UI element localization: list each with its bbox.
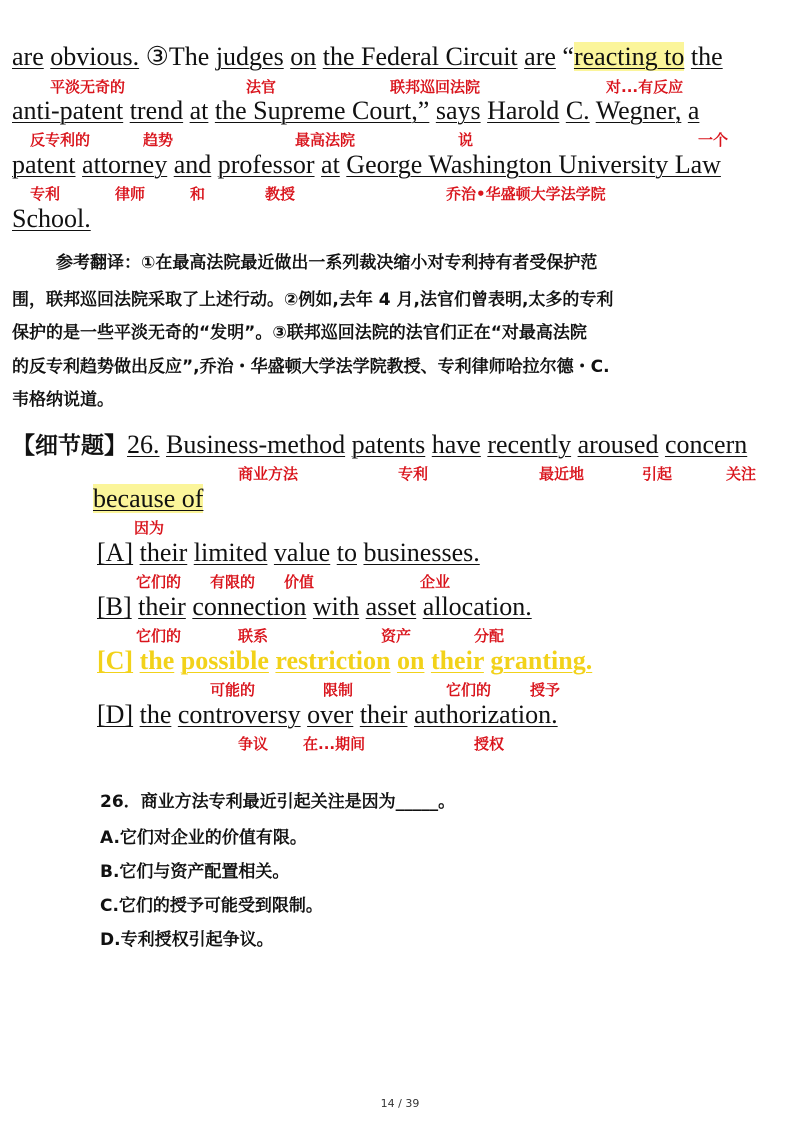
word: asset xyxy=(365,592,417,621)
gloss: 可能的 xyxy=(210,681,256,699)
gloss: 商业方法 xyxy=(238,465,299,483)
gloss: 限制 xyxy=(323,681,354,699)
translation-line: 参考翻译：①在最高法院最近做出一系列裁决缩小对专利持有者受保护范 xyxy=(56,253,598,273)
word: over xyxy=(307,700,354,729)
word: are xyxy=(524,42,556,71)
quote-mark: “ xyxy=(562,42,574,71)
word: attorney xyxy=(82,150,168,179)
cn-option-c: C.它们的授予可能受到限制。 xyxy=(100,896,323,916)
gloss: 因为 xyxy=(134,519,165,537)
word: value xyxy=(273,538,331,567)
gloss: 在...期间 xyxy=(303,735,366,753)
option-a[interactable] xyxy=(97,538,480,568)
cn-option-a: A.它们对企业的价值有限。 xyxy=(100,828,307,848)
passage-line-1 xyxy=(12,42,723,72)
word: their xyxy=(359,700,408,729)
translation-line: 围，联邦巡回法院采取了上述行动。②例如,去年 4 月,法官们曾表明,太多的专利 xyxy=(12,290,614,310)
gloss: 对...有反应 xyxy=(606,78,684,96)
word: with xyxy=(312,592,360,621)
word: a xyxy=(687,96,700,125)
word: the Federal Circuit xyxy=(322,42,518,71)
gloss: 平淡无奇的 xyxy=(50,78,126,96)
gloss: 有限的 xyxy=(210,573,256,591)
word: trend xyxy=(129,96,184,125)
cn-option-d: D.专利授权引起争议。 xyxy=(100,930,274,950)
word: on xyxy=(396,646,425,675)
option-label: [C] xyxy=(97,646,134,675)
translation-line: 的反专利趋势做出反应”,乔治・华盛顿大学法学院教授、专利律师哈拉尔德・C. xyxy=(12,357,610,377)
word: ③The xyxy=(145,42,210,71)
translation-line: 韦格纳说道。 xyxy=(12,390,114,410)
gloss: 它们的 xyxy=(446,681,492,699)
gloss: 一个 xyxy=(698,131,729,149)
word: the Supreme Court,” xyxy=(214,96,430,125)
word: their xyxy=(139,538,188,567)
word: the xyxy=(690,42,723,71)
word: businesses. xyxy=(363,538,480,567)
highlighted-phrase: because of xyxy=(93,484,204,513)
word: and xyxy=(173,150,212,179)
word: their xyxy=(138,592,186,621)
question-tag: 【细节题】 xyxy=(12,433,127,459)
gloss: 联系 xyxy=(238,627,269,645)
gloss: 律师 xyxy=(115,185,146,203)
gloss: 和 xyxy=(190,185,206,203)
word: allocation. xyxy=(422,592,532,621)
word: School. xyxy=(12,204,91,233)
page-number: 14 / 39 xyxy=(380,1097,420,1110)
word: at xyxy=(189,96,209,125)
option-d[interactable] xyxy=(97,700,558,730)
question-number: 26. xyxy=(127,430,160,459)
word: Harold xyxy=(487,96,560,125)
gloss: 争议 xyxy=(238,735,269,753)
word: professor xyxy=(217,150,315,179)
gloss: 价值 xyxy=(284,573,315,591)
gloss: 关注 xyxy=(726,465,757,483)
word: controversy xyxy=(177,700,301,729)
gloss: 授权 xyxy=(474,735,505,753)
word: judges xyxy=(215,42,284,71)
gloss: 教授 xyxy=(265,185,296,203)
word: are xyxy=(12,42,44,71)
gloss: 反专利的 xyxy=(30,131,91,149)
gloss: 专利 xyxy=(398,465,429,483)
word: their xyxy=(430,646,484,675)
word: concern xyxy=(664,430,748,459)
gloss: 趋势 xyxy=(143,131,174,149)
gloss: 最高法院 xyxy=(295,131,356,149)
gloss: 它们的 xyxy=(136,627,182,645)
gloss: 分配 xyxy=(474,627,505,645)
translation-line: 保护的是一些平淡无奇的“发明”。③联邦巡回法院的法官们正在“对最高法院 xyxy=(12,323,587,343)
word: the xyxy=(139,700,172,729)
word: obvious. xyxy=(50,42,140,71)
gloss: 说 xyxy=(458,131,474,149)
gloss: 法官 xyxy=(246,78,277,96)
passage-line-3 xyxy=(12,150,721,180)
option-b[interactable] xyxy=(97,592,532,622)
gloss: 引起 xyxy=(642,465,673,483)
word: connection xyxy=(192,592,307,621)
option-label: [B] xyxy=(97,592,132,621)
word: to xyxy=(336,538,357,567)
question-stem-cont xyxy=(93,484,203,514)
gloss: 专利 xyxy=(30,185,61,203)
option-label: [A] xyxy=(97,538,134,567)
cn-option-b: B.它们与资产配置相关。 xyxy=(100,862,290,882)
gloss: 它们的 xyxy=(136,573,182,591)
cn-question-stem: 26．商业方法专利最近引起关注是因为_____。 xyxy=(100,792,456,812)
word: have xyxy=(431,430,481,459)
word: limited xyxy=(193,538,268,567)
gloss: 最近地 xyxy=(539,465,585,483)
word: anti-patent xyxy=(12,96,124,125)
word: restriction xyxy=(275,646,391,675)
word: possible xyxy=(180,646,269,675)
gloss: 联邦巡回法院 xyxy=(390,78,481,96)
word: C. xyxy=(565,96,590,125)
word: at xyxy=(321,150,340,179)
word: aroused xyxy=(577,430,659,459)
word: patents xyxy=(351,430,426,459)
word: patent xyxy=(12,150,76,179)
gloss: 乔治•华盛顿大学法学院 xyxy=(446,185,606,203)
word: George Washington University Law xyxy=(346,150,721,179)
gloss: 授予 xyxy=(530,681,561,699)
question-stem xyxy=(12,430,747,461)
option-c[interactable] xyxy=(97,646,592,676)
passage-line-4 xyxy=(12,204,91,234)
word: Business-method xyxy=(166,430,346,459)
word: says xyxy=(435,96,481,125)
word: the xyxy=(139,646,175,675)
word: Wegner, xyxy=(595,96,682,125)
gloss: 企业 xyxy=(420,573,451,591)
word: on xyxy=(290,42,317,71)
word: recently xyxy=(487,430,572,459)
option-label: [D] xyxy=(97,700,134,729)
gloss: 资产 xyxy=(381,627,412,645)
passage-line-2 xyxy=(12,96,699,126)
word: granting. xyxy=(490,646,593,675)
highlighted-phrase: reacting to xyxy=(573,42,685,71)
word: authorization. xyxy=(413,700,558,729)
